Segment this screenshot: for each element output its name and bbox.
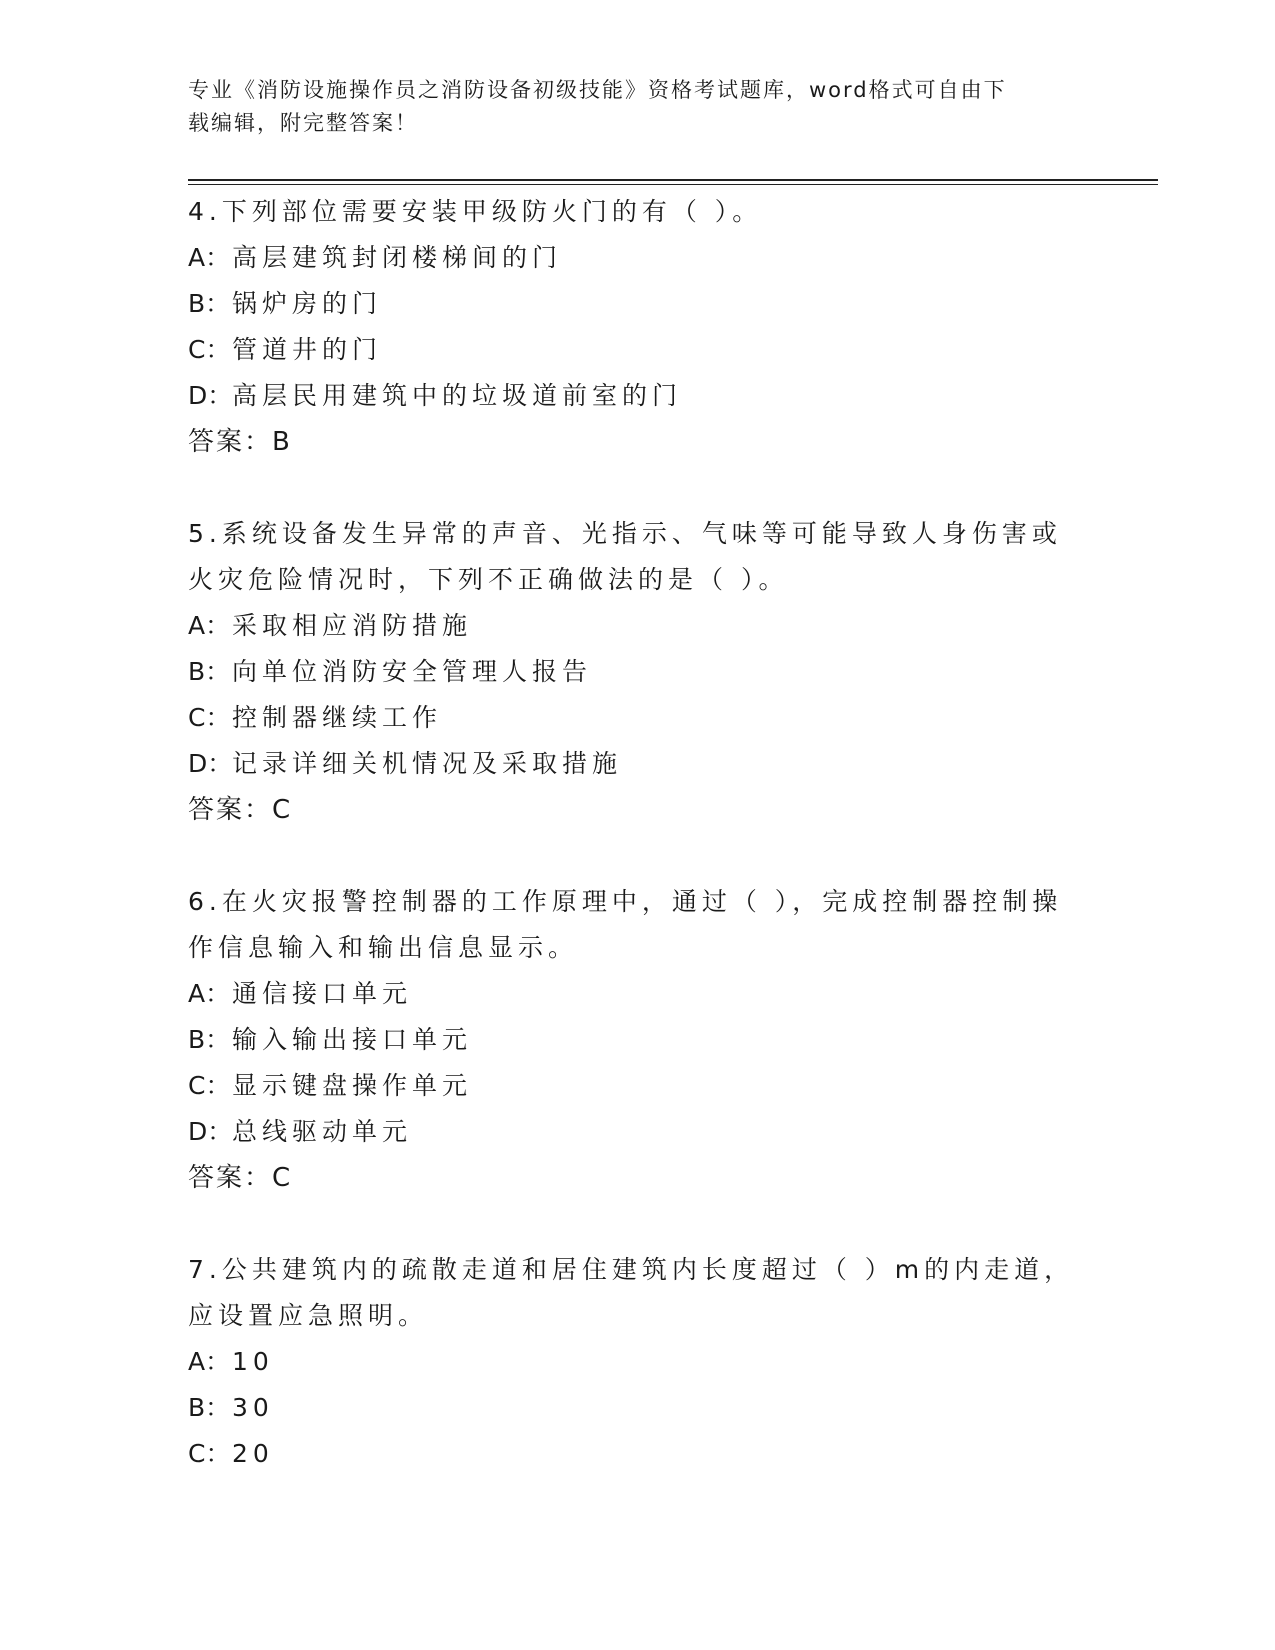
option-text: 记录详细关机情况及采取措施 xyxy=(232,749,623,778)
option-c xyxy=(188,695,1088,741)
question-text: 5.系统设备发生异常的声音、光指示、气味等可能导致人身伤害或火灾危险情况时，下列不正确做法的是（ ）。 xyxy=(188,519,1062,594)
question-text: 6.在火灾报警控制器的工作原理中，通过（ ），完成控制器控制操作信息输入和输出信息显示。 xyxy=(188,887,1063,962)
document-header xyxy=(188,74,1068,140)
header-divider-thin xyxy=(188,184,1158,185)
option-d xyxy=(188,1109,1088,1155)
answer-line: 答案：C xyxy=(188,1163,293,1193)
option-text: 显示键盘操作单元 xyxy=(232,1071,473,1100)
option-key: B： xyxy=(188,289,231,318)
option-c xyxy=(188,327,1088,373)
header-line-2: 载编辑，附完整答案！ xyxy=(188,111,418,135)
question-7 xyxy=(188,1247,1088,1477)
option-key: C： xyxy=(188,335,231,364)
option-text: 20 xyxy=(232,1439,274,1468)
option-text: 30 xyxy=(232,1393,274,1422)
header-divider xyxy=(188,179,1158,181)
question-text: 7.公共建筑内的疏散走道和居住建筑内长度超过（ ）m的内走道，应设置应急照明。 xyxy=(188,1255,1075,1330)
option-c xyxy=(188,1063,1088,1109)
option-key: A： xyxy=(188,1347,231,1376)
question-6 xyxy=(188,879,1088,1201)
option-text: 采取相应消防措施 xyxy=(232,611,473,640)
option-key: A： xyxy=(188,611,231,640)
option-text: 通信接口单元 xyxy=(232,979,413,1008)
option-key: B： xyxy=(188,657,231,686)
option-text: 控制器继续工作 xyxy=(232,703,443,732)
option-d xyxy=(188,373,1088,419)
option-text: 总线驱动单元 xyxy=(232,1117,413,1146)
answer-line: 答案：B xyxy=(188,427,292,457)
option-b xyxy=(188,649,1088,695)
option-b xyxy=(188,1017,1088,1063)
question-list xyxy=(188,189,1088,1523)
option-a xyxy=(188,235,1088,281)
option-text: 管道井的门 xyxy=(232,335,383,364)
option-text: 锅炉房的门 xyxy=(232,289,383,318)
option-text: 10 xyxy=(232,1347,274,1376)
option-key: D： xyxy=(188,381,233,410)
question-5 xyxy=(188,511,1088,833)
answer-line: 答案：C xyxy=(188,795,293,825)
option-key: B： xyxy=(188,1025,231,1054)
option-key: A： xyxy=(188,243,231,272)
option-text: 高层建筑封闭楼梯间的门 xyxy=(232,243,563,272)
option-text: 高层民用建筑中的垃圾道前室的门 xyxy=(232,381,683,410)
option-key: D： xyxy=(188,1117,233,1146)
option-a xyxy=(188,971,1088,1017)
option-key: A： xyxy=(188,979,231,1008)
question-text: 4.下列部位需要安装甲级防火门的有（ ）。 xyxy=(188,197,763,226)
option-d xyxy=(188,741,1088,787)
option-text: 向单位消防安全管理人报告 xyxy=(232,657,593,686)
option-a xyxy=(188,1339,1088,1385)
question-4 xyxy=(188,189,1088,465)
option-key: B： xyxy=(188,1393,231,1422)
option-key: C： xyxy=(188,1439,231,1468)
option-key: D： xyxy=(188,749,233,778)
option-text: 输入输出接口单元 xyxy=(232,1025,473,1054)
option-a xyxy=(188,603,1088,649)
option-key: C： xyxy=(188,703,231,732)
header-line-1: 专业《消防设施操作员之消防设备初级技能》资格考试题库，word格式可自由下 xyxy=(188,78,1007,102)
option-b xyxy=(188,281,1088,327)
option-c xyxy=(188,1431,1088,1477)
option-key: C： xyxy=(188,1071,231,1100)
option-b xyxy=(188,1385,1088,1431)
